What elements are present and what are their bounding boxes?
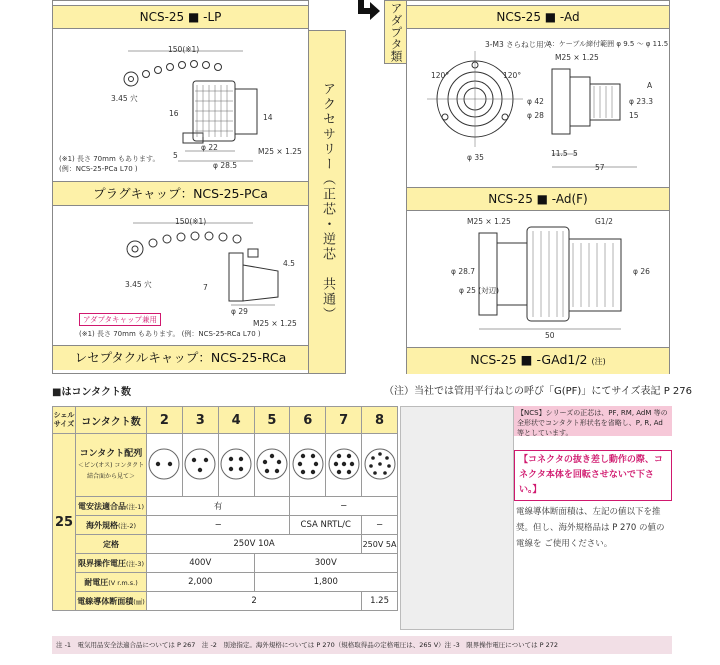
gad-len-dim: 50 [545,331,555,340]
plug-d3-dim: 5 [173,151,178,160]
rotation-warning: 【コネクタの抜き差し動作の際、コネクタ本体を回転させないで下さい。】 [514,450,672,501]
adapter-cap-badge: アダプタキャップ兼用 [79,313,161,326]
layout-6 [290,434,326,497]
pin-col-3: 3 [182,407,218,434]
receptacle-cap-caption: レセプタクルキャップ：NCS-25-RCa [53,345,308,370]
left-top-header: NCS-25 ■ -LP [53,5,308,29]
adapter-gad-drawing [407,213,669,343]
wire-v1: 2 [147,592,362,611]
contact-spec-table [52,406,398,611]
plug-length-dim: 150(※1) [168,45,200,54]
withstand-v1: 2,000 [147,573,255,592]
pin-col-8: 8 [362,407,398,434]
rec-length-dim: 150(※1) [175,217,207,226]
right-top-header: NCS-25 ■ -Ad [407,5,669,29]
ad-a-label: A [647,81,653,90]
layout-3 [182,434,218,497]
plug-cap-caption: プラグキャップ：NCS-25-PCa [53,181,308,206]
layout-sub2: 結合面から見て＞ [86,472,135,480]
gad-caption-note: (注) [591,357,606,366]
safety-v1: 有 [147,497,290,516]
pin-col-7: 7 [326,407,362,434]
gad-d28-dim: φ 28.7 [451,267,476,276]
ad-angle-b: 120° [503,71,522,80]
pin-col-4: 4 [218,407,254,434]
ad-range-dim: A：ケーブル締付範囲 φ 9.5 ～ φ 11.5 [547,40,669,48]
right-panel [406,0,670,374]
layout-4 [218,434,254,497]
plug-hole-dim: 3.45 穴 [111,94,138,103]
overseas-v1: − [147,516,290,535]
ad-thread-dim: M25 × 1.25 [555,53,599,62]
ad-screw-dim: 3-M3 さらねじ用穴 [485,40,552,49]
rec-note: (※1) 長さ 70mm もあります。 (例：NCS-25-RCa L70 ) [79,330,261,338]
contact-note: （注）当社では管用平行ねじの呼び「G(PF)」にてサイズ表記 P 276 [384,386,693,397]
withstand-label: 耐電圧(V r.m.s.) [76,573,147,592]
gad-caption-text: NCS-25 ■ -GAd1/2 [470,352,588,367]
gad-d25-dim: φ 25 (対辺) [459,286,500,295]
flow-arrow-icon [354,0,384,24]
accessory-vertical-label: アクセサリー（正芯・逆芯 共通） [308,30,346,374]
contact-count-header: コンタクト数 [76,407,147,434]
wire-label: 電線導体断面積(㎟) [76,592,147,611]
ad-len2: 5 [573,149,578,158]
rating-v1: 250V 10A [147,535,362,554]
rating-v2: 250V 5A [362,535,398,554]
layout-title: コンタクト配列 [79,448,143,459]
layout-5 [254,434,290,497]
gad-caption [407,347,669,374]
plug-outer-dim: φ 28.5 [213,161,238,170]
ad-d35: φ 35 [467,153,484,162]
shell-size-value: 25 [53,434,76,611]
ad-angle-a: 120° [431,71,450,80]
table-empty-columns [400,406,514,630]
plug-note1: (※1) 長さ 70mm もあります。 [59,155,160,163]
ad-d15: 15 [629,111,639,120]
rec-hole-dim: 3.45 穴 [125,280,152,289]
receptacle-divider [53,205,308,206]
layout-2 [147,434,183,497]
ad-d28: φ 28 [527,111,544,120]
safety-label: 電安法適合品(注-1) [76,497,147,516]
gad-d26-dim: φ 26 [633,267,650,276]
gad-g-dim: G1/2 [595,217,613,226]
adapter-ad-drawing [407,29,669,183]
plug-inner-dim: φ 22 [201,143,218,152]
ad-f-header: NCS-25 ■ -Ad(F) [407,187,669,211]
layout-sub1: ＜ピン(オス) コンタクト [77,461,145,469]
ad-d42: φ 42 [527,97,544,106]
withstand-v2: 1,800 [254,573,397,592]
limit-voltage-v1: 400V [147,554,255,573]
gad-thread-dim: M25 × 1.25 [467,217,511,226]
layout-label [76,434,147,497]
plug-d2-dim: 14 [263,113,273,122]
rec-d1-dim: 7 [203,283,208,292]
pin-col-2: 2 [147,407,183,434]
ad-len3: 57 [595,163,605,172]
pin-col-5: 5 [254,407,290,434]
footer-notes: 注 -1 電気用品安全法適合品については P 267 注 -2 別途指定。海外規格については P 270（規格取得品の定格電圧は、265 V）注 -3 限界操作電圧については P 272 [52,636,672,654]
layout-7 [326,434,362,497]
limit-voltage-v2: 300V [254,554,397,573]
plug-note2: (例：NCS-25-PCa L70 ) [59,165,138,173]
limit-voltage-label: 限界操作電圧(注-3) [76,554,147,573]
contact-title: ■はコンタクト数 [52,387,132,398]
overseas-label: 海外規格(注-2) [76,516,147,535]
pin-col-6: 6 [290,407,326,434]
left-panel [52,0,309,374]
ad-d23: φ 23.3 [629,97,654,106]
wire-recommend-note: 電線導体断面積は、左記の値以下を推奨。但し、海外規格品は P 270 の値の電線を ご使用ください。 [516,507,665,549]
shell-size-header: シェル サイズ [53,407,76,434]
layout-8 [362,434,398,497]
rec-d2-dim: 4.5 [283,259,295,268]
ncs-pink-note: 【NCS】シリーズの正芯は、PF, RM, AdM 等の全形状でコンタクト形状名を省略し、P, R, Ad 等としています。 [514,406,672,436]
plug-d1-dim: 16 [169,109,179,118]
rec-thread-dim: M25 × 1.25 [253,319,297,328]
overseas-v2: CSA NRTL/C [290,516,362,535]
safety-v2: − [290,497,398,516]
wire-v2: 1.25 [362,592,398,611]
rec-outer-dim: φ 29 [231,307,248,316]
plug-thread-dim: M25 × 1.25 [258,147,302,156]
rating-label: 定格 [76,535,147,554]
adapter-vertical-label: アダプタ類 [384,0,408,64]
ad-len1: 11.5 [551,149,568,158]
overseas-v3: − [362,516,398,535]
